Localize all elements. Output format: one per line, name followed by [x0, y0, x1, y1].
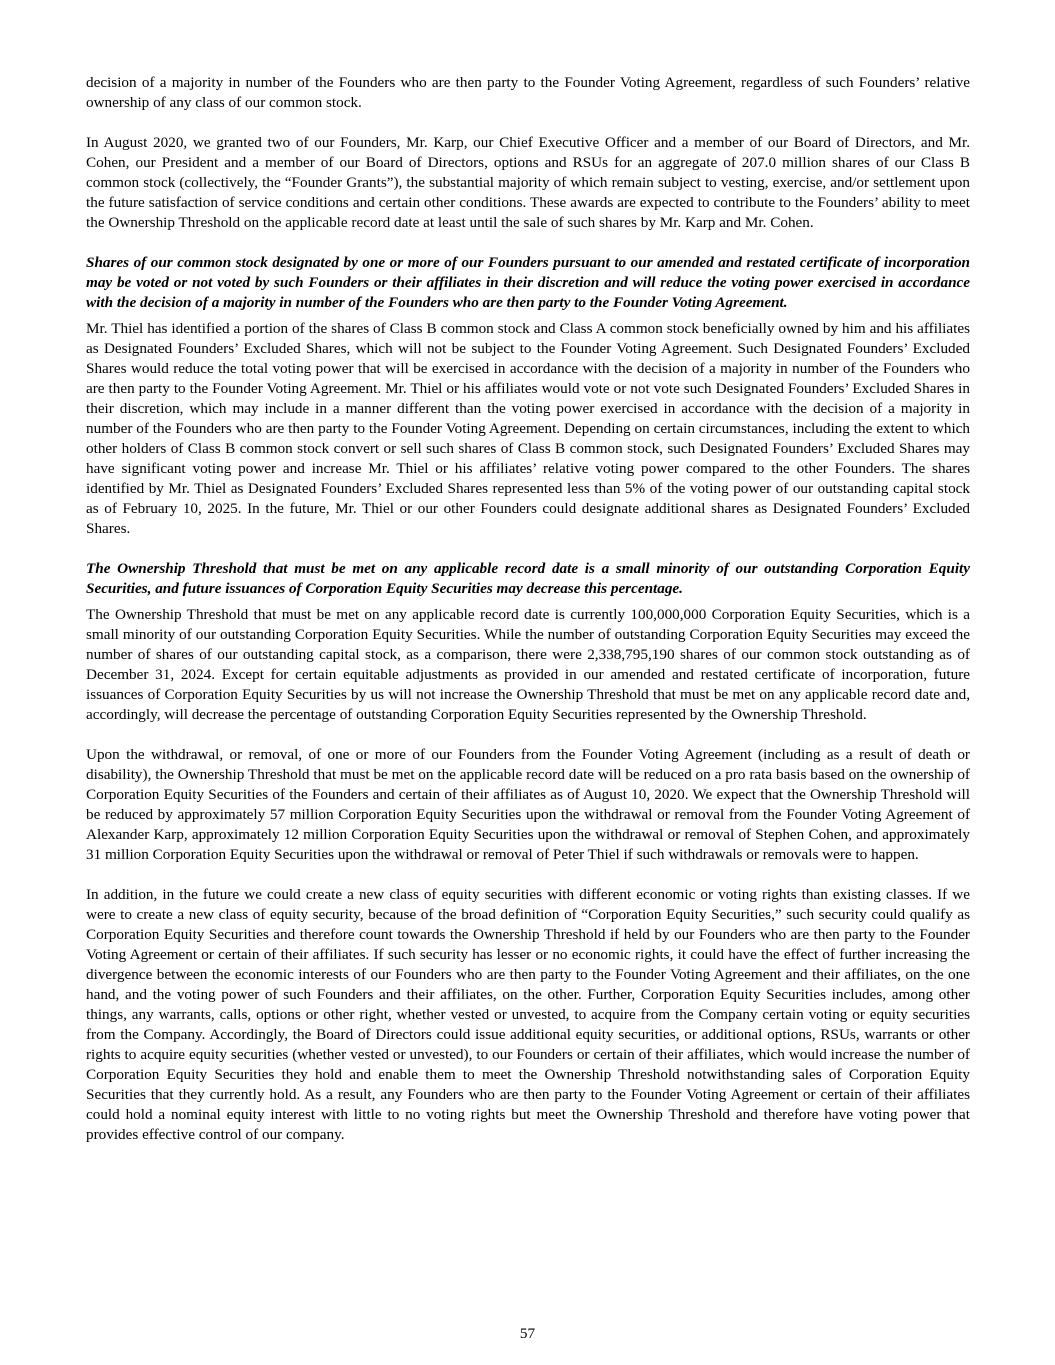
paragraph-continuation: decision of a majority in number of the Founders who are then party to the Founder Voting Agreement, regardless of such Founders’ relative ownership of any class of our common stock. [86, 74, 970, 111]
risk-heading-designated-shares: Shares of our common stock designated by one or more of our Founders pursuant to our amended and restated certificate of incorporation may be voted or not voted by such Founders or their affiliates in their discretion and will reduce the voting power exercised in accordance with the decision of a majority in number of the Founders who are then party to the Founder Voting Agreement. [86, 254, 970, 311]
document-page [86, 73, 970, 1145]
risk-heading-ownership-threshold: The Ownership Threshold that must be met on any applicable record date is a small minority of our outstanding Corporation Equity Securities, and future issuances of Corporation Equity Securities may decrease this percentage. [86, 560, 970, 597]
paragraph-withdrawal-removal: Upon the withdrawal, or removal, of one or more of our Founders from the Founder Voting Agreement (including as a result of death or disability), the Ownership Threshold that must be met on the applicable record date will be reduced on a pro rata basis based on the ownership of Corporation Equity Securities of the Founders and certain of their affiliates as of August 10, 2020. We expect that the Ownership Threshold will be reduced by approximately 57 million Corporation Equity Securities upon the withdrawal or removal from the Founder Voting Agreement of Alexander Karp, approximately 12 million Corporation Equity Securities upon the withdrawal or removal of Stephen Cohen, and approximately 31 million Corporation Equity Securities upon the withdrawal or removal of Peter Thiel if such withdrawals or removals were to happen. [86, 746, 970, 863]
paragraph-founder-grants: In August 2020, we granted two of our Founders, Mr. Karp, our Chief Executive Officer and a member of our Board of Directors, and Mr. Cohen, our President and a member of our Board of Directors, options and RSUs for an aggregate of 207.0 million shares of our Class B common stock (collectively, the “Founder Grants”), the substantial majority of which remain subject to vesting, exercise, and/or settlement upon the future satisfaction of service conditions and certain other conditions. These awards are expected to contribute to the Founders’ ability to meet the Ownership Threshold on the applicable record date at least until the sale of such shares by Mr. Karp and Mr. Cohen. [86, 134, 970, 231]
paragraph-designated-excluded-shares: Mr. Thiel has identified a portion of the shares of Class B common stock and Class A common stock beneficially owned by him and his affiliates as Designated Founders’ Excluded Shares, which will not be subject to the Founder Voting Agreement. Such Designated Founders’ Excluded Shares would reduce the total voting power that will be exercised in accordance with the decision of a majority in number of the Founders who are then party to the Founder Voting Agreement. Mr. Thiel or his affiliates would vote or not vote such Designated Founders’ Excluded Shares in their discretion, which may include in a manner different than the voting power exercised in accordance with the decision of a majority in number of the Founders who are then party to the Founder Voting Agreement. Depending on certain circumstances, including the extent to which other holders of Class B common stock convert or sell such shares of Class B common stock, such Designated Founders’ Excluded Shares may have significant voting power and increase Mr. Thiel or his affiliates’ relative voting power compared to the other Founders. The shares identified by Mr. Thiel as Designated Founders’ Excluded Shares represented less than 5% of the voting power of our outstanding capital stock as of February 10, 2025. In the future, Mr. Thiel or our other Founders could designate additional shares as Designated Founders’ Excluded Shares. [86, 320, 970, 537]
paragraph-ownership-threshold: The Ownership Threshold that must be met on any applicable record date is currently 100,000,000 Corporation Equity Securities, which is a small minority of our outstanding Corporation Equity Securities. While the number of outstanding Corporation Equity Securities may exceed the number of shares of our outstanding capital stock, as a comparison, there were 2,338,795,190 shares of our common stock outstanding as of December 31, 2024. Except for certain equitable adjustments as provided in our amended and restated certificate of incorporation, future issuances of Corporation Equity Securities by us will not increase the Ownership Threshold that must be met on any applicable record date and, accordingly, will decrease the percentage of outstanding Corporation Equity Securities represented by the Ownership Threshold. [86, 606, 970, 723]
page-number: 57 [519, 1325, 536, 1342]
paragraph-new-equity-class: In addition, in the future we could create a new class of equity securities with different economic or voting rights than existing classes. If we were to create a new class of equity security, because of the broad definition of “Corporation Equity Securities,” such security could qualify as Corporation Equity Securities and therefore count towards the Ownership Threshold if held by our Founders who are then party to the Founder Voting Agreement or certain of their affiliates. If such security has lesser or no economic rights, it could have the effect of further increasing the divergence between the economic interests of our Founders who are then party to the Founder Voting Agreement and their affiliates, on the one hand, and the voting power of such Founders and their affiliates, on the other. Further, Corporation Equity Securities includes, among other things, any warrants, calls, options or other right, whether vested or unvested, to acquire from the Company certain voting or equity securities from the Company. Accordingly, the Board of Directors could issue additional equity securities, or additional options, RSUs, warrants or other rights to acquire equity securities (whether vested or unvested), to our Founders or certain of their affiliates, which would increase the number of Corporation Equity Securities they hold and enable them to meet the Ownership Threshold notwithstanding sales of Corporation Equity Securities that they currently hold. As a result, any Founders who are then party to the Founder Voting Agreement or certain of their affiliates could hold a nominal equity interest with little to no voting rights but meet the Ownership Threshold and therefore have voting power that provides effective control of our company. [86, 886, 970, 1143]
